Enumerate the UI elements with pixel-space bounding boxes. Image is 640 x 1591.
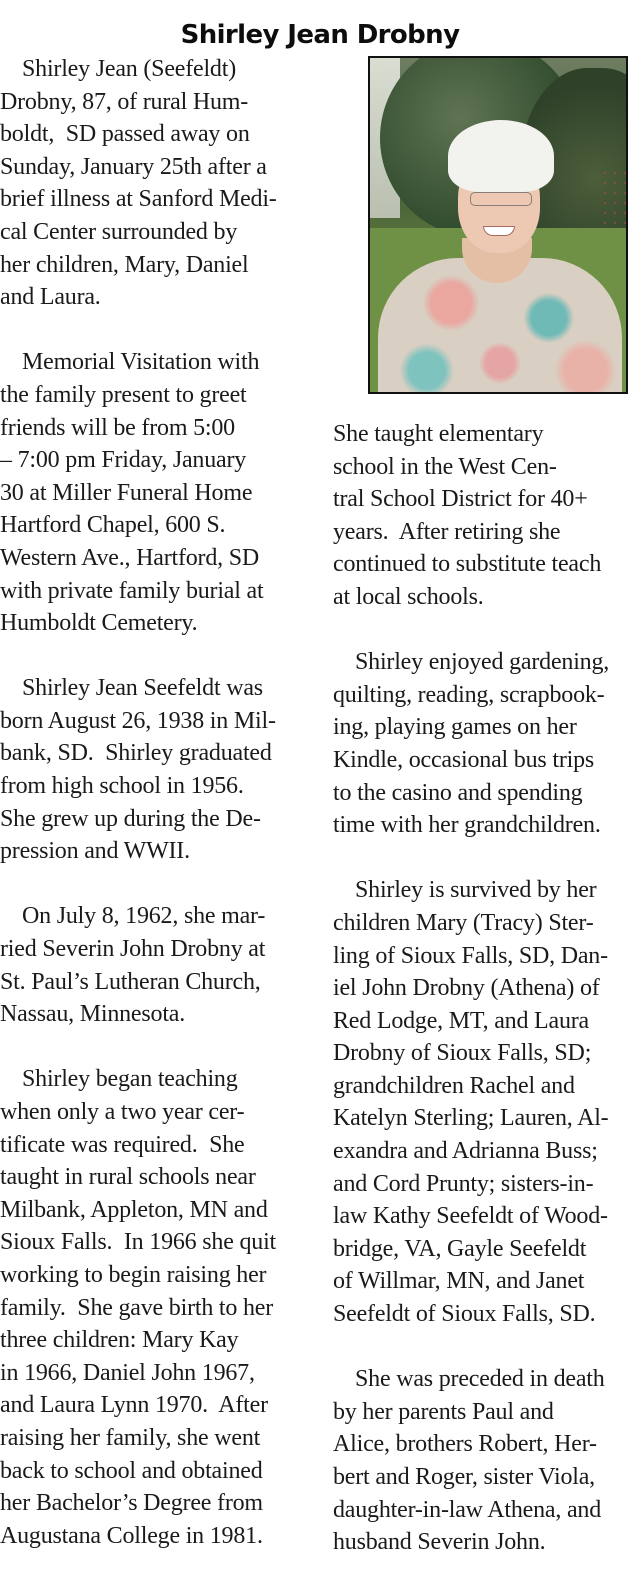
text-line: Sioux Falls. In 1966 she quit <box>0 1229 277 1256</box>
text-line: Seefeldt of Sioux Falls, SD. <box>333 1301 596 1328</box>
right-paragraph <box>333 1363 640 1559</box>
text-line: Western Ave., Hartford, SD <box>0 544 260 571</box>
text-line: bank, SD. Shirley graduated <box>0 740 272 767</box>
text-line: On July 8, 1962, she mar- <box>22 903 266 930</box>
text-line: She taught elementary <box>333 421 544 447</box>
text-line: and Laura. <box>0 284 101 311</box>
text-line: husband Severin John. <box>333 1529 546 1556</box>
text-line: continued to substitute teach <box>333 551 602 578</box>
right-paragraph <box>333 646 640 842</box>
text-line: children Mary (Tracy) Ster- <box>333 909 594 936</box>
text-line: and Laura Lynn 1970. After <box>0 1392 268 1419</box>
text-line: 30 at Miller Funeral Home <box>0 479 253 506</box>
text-line: Hartford Chapel, 600 S. <box>0 512 226 539</box>
text-line: ing, playing games on her <box>333 714 577 741</box>
text-line: exandra and Adrianna Buss; <box>333 1138 598 1165</box>
text-line: Shirley Jean (Seefeldt) <box>22 56 236 82</box>
text-line: her children, Mary, Daniel <box>0 251 249 278</box>
text-line: bert and Roger, sister Viola, <box>333 1464 595 1490</box>
text-line: Shirley enjoyed gardening, <box>355 649 610 676</box>
text-line: when only a two year cer- <box>0 1099 245 1125</box>
text-line: and Cord Prunty; sisters-in- <box>333 1170 594 1197</box>
text-line: – 7:00 pm Friday, January <box>0 447 247 474</box>
text-line: in 1966, Daniel John 1967, <box>0 1359 255 1386</box>
text-line: Red Lodge, MT, and Laura <box>333 1007 590 1034</box>
portrait-photo <box>368 56 628 394</box>
text-line: She was preceded in death <box>355 1366 605 1393</box>
text-line: cal Center surrounded by <box>0 218 238 245</box>
text-line: working to begin raising her <box>0 1261 267 1288</box>
text-line: Drobny, 87, of rural Hum- <box>0 88 249 115</box>
text-line: her Bachelor’s Degree from <box>0 1490 263 1517</box>
text-line: Shirley is survived by her <box>355 877 597 904</box>
text-line: Humboldt Cemetery. <box>0 610 198 637</box>
text-line: born August 26, 1938 in Mil- <box>0 707 276 734</box>
text-line: iel John Drobny (Athena) of <box>333 975 600 1002</box>
text-line: Augustana College in 1981. <box>0 1522 263 1549</box>
text-line: tral School District for 40+ <box>333 486 588 513</box>
text-line: at local schools. <box>333 583 484 610</box>
left-paragraph <box>0 672 320 868</box>
right-paragraph <box>333 418 640 614</box>
text-line: years. After retiring she <box>333 518 561 545</box>
text-line: Drobny of Sioux Falls, SD; <box>333 1040 592 1067</box>
text-line: She grew up during the De- <box>0 805 261 832</box>
text-line: to the casino and spending <box>333 779 583 806</box>
text-line: back to school and obtained <box>0 1457 263 1484</box>
text-line: bridge, VA, Gayle Seefeldt <box>333 1235 587 1262</box>
text-line: tificate was required. She <box>0 1131 245 1158</box>
text-line: Milbank, Appleton, MN and <box>0 1196 268 1223</box>
text-line: Sunday, January 25th after a <box>0 153 267 180</box>
text-line: daughter-in-law Athena, and <box>333 1496 602 1523</box>
text-line: quilting, reading, scrapbook- <box>333 681 605 708</box>
obituary-title: Shirley Jean Drobny <box>180 20 460 51</box>
text-line: grandchildren Rachel and <box>333 1072 575 1099</box>
left-paragraph <box>0 53 320 314</box>
text-line: Memorial Visitation with <box>22 349 260 376</box>
text-line: taught in rural schools near <box>0 1164 256 1191</box>
text-line: brief illness at Sanford Medi- <box>0 186 277 213</box>
text-line: ling of Sioux Falls, SD, Dan- <box>333 942 608 969</box>
text-line: the family present to greet <box>0 381 247 408</box>
text-line: family. She gave birth to her <box>0 1294 274 1321</box>
text-line: St. Paul’s Lutheran Church, <box>0 968 261 995</box>
text-line: Shirley Jean Seefeldt was <box>22 675 263 702</box>
text-line: Shirley began teaching <box>22 1066 238 1093</box>
text-line: law Kathy Seefeldt of Wood- <box>333 1203 608 1230</box>
right-paragraph <box>333 874 640 1330</box>
right-column <box>333 418 640 1591</box>
text-line: time with her grandchildren. <box>333 812 601 839</box>
left-paragraph <box>0 900 320 1030</box>
text-line: ried Severin John Drobny at <box>0 936 266 963</box>
text-line: pression and WWII. <box>0 838 190 865</box>
text-line: three children: Mary Kay <box>0 1327 239 1354</box>
text-line: of Willmar, MN, and Janet <box>333 1268 585 1295</box>
text-line: school in the West Cen- <box>333 453 557 480</box>
text-line: Kindle, occasional bus trips <box>333 746 595 773</box>
text-line: with private family burial at <box>0 577 264 604</box>
text-line: Nassau, Minnesota. <box>0 1001 186 1028</box>
text-line: from high school in 1956. <box>0 773 244 800</box>
text-line: friends will be from 5:00 <box>0 414 235 441</box>
left-paragraph <box>0 346 320 639</box>
text-line: by her parents Paul and <box>333 1398 554 1425</box>
left-column <box>0 53 320 1585</box>
text-line: raising her family, she went <box>0 1424 261 1451</box>
left-paragraph <box>0 1063 320 1552</box>
text-line: Alice, brothers Robert, Her- <box>333 1431 597 1458</box>
text-line: Katelyn Sterling; Lauren, Al- <box>333 1105 609 1132</box>
text-line: boldt, SD passed away on <box>0 121 250 148</box>
